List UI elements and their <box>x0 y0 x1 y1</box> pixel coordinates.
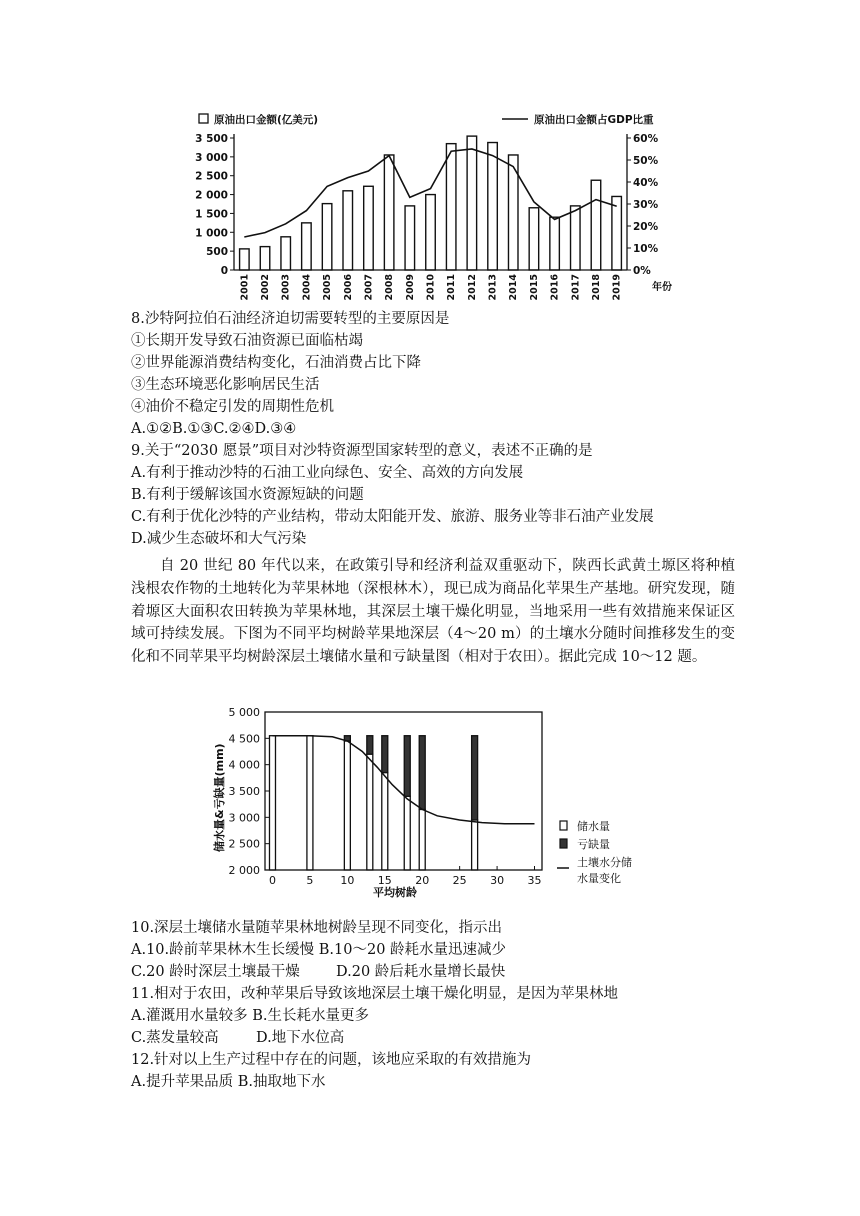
legend-storage-swatch <box>560 821 567 830</box>
x-tick-label: 2018 <box>590 274 602 301</box>
deficit-bar <box>419 736 425 810</box>
x-tick-label: 30 <box>490 874 505 887</box>
x-tick-label: 2004 <box>301 274 313 301</box>
export-bar <box>467 136 477 270</box>
legend-bar-swatch <box>199 114 208 123</box>
storage-bar <box>269 736 275 870</box>
export-bar <box>488 143 498 270</box>
x-tick-label: 5 <box>306 874 314 887</box>
x-tick-label: 2003 <box>280 274 292 301</box>
x-tick-label: 15 <box>377 874 392 887</box>
left-tick-label: 1 000 <box>195 227 228 240</box>
y-tick-label: 4 500 <box>228 732 260 746</box>
q10-options-ab <box>131 939 751 961</box>
q10-stem: 10.深层土壤储水量随苹果林地树龄呈现不同变化，指示出 <box>131 920 503 936</box>
x-tick-label: 2002 <box>260 274 272 301</box>
q8-stem: 8.沙特阿拉伯石油经济迫切需要转型的主要原因是 <box>131 311 450 327</box>
q9-option-d: D.减少生态破坏和大气污染 <box>131 531 307 547</box>
left-tick-label: 3 000 <box>195 151 228 164</box>
y-tick-label: 5 000 <box>228 706 260 719</box>
legend-deficit-swatch <box>560 839 567 848</box>
left-tick-label: 2 000 <box>195 189 228 202</box>
export-bar <box>240 249 250 270</box>
right-tick-label: 0% <box>633 265 651 277</box>
q10-option-a: A.10.龄前苹果林木生长缓慢 <box>131 942 315 958</box>
storage-bar <box>344 741 350 870</box>
storage-bar <box>367 754 373 870</box>
y-axis-label: 储水量&亏缺量(mm) <box>213 743 226 852</box>
export-bar <box>322 204 332 270</box>
right-tick-label: 60% <box>633 133 659 145</box>
legend-line-label: 原油出口金额占GDP比重 <box>534 114 654 126</box>
storage-bar <box>307 736 313 870</box>
x-axis-labels <box>239 274 622 301</box>
storage-bar <box>382 773 388 870</box>
legend-curve-label-line1: 土壤水分储 <box>577 856 632 869</box>
y-tick-label: 3 500 <box>228 785 260 798</box>
y-axis-ticks <box>229 706 270 877</box>
storage-bar <box>472 820 478 870</box>
q10-option-b: B.10～20 龄耗水量迅速减少 <box>318 942 507 958</box>
left-axis-ticks <box>195 133 234 277</box>
q12-stem: 12.针对以上生产过程中存在的问题，该地应采取的有效措施为 <box>131 1052 532 1068</box>
oil-export-chart-svg <box>190 105 680 305</box>
y-tick-label: 2 000 <box>228 864 260 877</box>
q12-options-ab: A.提升苹果品质 B.抽取地下水 <box>131 1074 326 1090</box>
x-axis-label: 平均树龄 <box>373 886 417 899</box>
q8-statement-4: ④油价不稳定引发的周期性危机 <box>131 399 334 415</box>
export-bar <box>364 186 374 270</box>
x-tick-label: 2016 <box>549 274 561 301</box>
q11-stem: 11.相对于农田，改种苹果后导致该地深层土壤干燥化明显，是因为苹果林地 <box>131 986 619 1002</box>
right-tick-label: 30% <box>633 199 659 211</box>
question-8-9-block <box>131 308 751 550</box>
q8-statement-3: ③生态环境恶化影响居民生活 <box>131 377 320 393</box>
left-tick-label: 500 <box>206 246 228 259</box>
export-bar <box>302 223 312 270</box>
q11-option-c: C.蒸发量较高 <box>131 1030 219 1046</box>
legend-deficit-label: 亏缺量 <box>577 838 610 851</box>
q8-statement-2: ②世界能源消费结构变化，石油消费占比下降 <box>131 355 421 371</box>
deficit-bar <box>472 736 478 820</box>
x-tick-label: 2001 <box>239 274 251 301</box>
q10-option-c: C.20 龄时深层土壤最干燥 <box>131 964 300 980</box>
q8-statement-1: ①长期开发导致石油资源已面临枯竭 <box>131 333 363 349</box>
legend-storage-label: 储水量 <box>577 820 610 833</box>
q10-option-d: D.20 龄后耗水量增长最快 <box>336 964 506 980</box>
q11-options-ab: A.灌溉用水量较多 B.生长耗水量更多 <box>131 1008 369 1024</box>
right-tick-label: 40% <box>633 177 659 189</box>
x-tick-label: 2012 <box>466 274 478 301</box>
q11-options-cd <box>131 1027 751 1049</box>
passage-paragraph: 自 20 世纪 80 年代以来，在政策引导和经济利益双重驱动下，陕西长武黄土塬区将种植浅根农作物的土地转化为苹果林地（深根林木），现已成为商品化苹果生产基地。研究发现，随着塬区大面积农田转换为苹果林地，其深层土壤干燥化明显，当地采用一些有效措施来保证区域可持续发展。下图为不同平均树龄苹果地深层（4～20 m）的土壤水分随时间推移发生的变化和不同苹果平均树龄深层土壤储水量和亏缺量图（相对于农田）。据此完成 10～12 题。 <box>131 558 735 666</box>
left-tick-label: 2 500 <box>195 170 228 183</box>
export-bar <box>281 237 291 270</box>
x-tick-label: 2013 <box>487 274 499 301</box>
deficit-bar <box>404 736 410 797</box>
x-tick-label: 2010 <box>425 274 437 301</box>
x-tick-label: 0 <box>268 874 276 887</box>
left-tick-label: 0 <box>220 265 228 277</box>
x-tick-label: 2015 <box>528 274 540 301</box>
x-tick-label: 2019 <box>611 274 623 301</box>
export-bar <box>446 144 456 270</box>
export-bar <box>260 247 270 270</box>
right-tick-label: 20% <box>633 221 659 233</box>
y-tick-label: 3 000 <box>228 811 260 825</box>
x-tick-label: 2011 <box>446 274 458 301</box>
q9-option-b: B.有利于缓解该国水资源短缺的问题 <box>131 487 364 503</box>
q8-options: A.①②B.①③C.②④D.③④ <box>131 421 297 437</box>
left-tick-label: 1 500 <box>195 208 228 221</box>
right-tick-label: 10% <box>633 243 659 255</box>
left-tick-label: 3 500 <box>195 133 228 145</box>
export-bar <box>591 180 601 270</box>
export-bar <box>612 196 622 270</box>
soil-water-chart-svg <box>205 700 665 910</box>
x-tick-label: 25 <box>452 874 467 887</box>
x-tick-label: 20 <box>415 874 430 887</box>
y-tick-label: 4 000 <box>228 758 260 772</box>
legend-bar-label: 原油出口金额(亿美元) <box>214 114 319 126</box>
y-tick-label: 2 500 <box>228 837 260 851</box>
right-tick-label: 50% <box>633 155 659 167</box>
x-tick-label: 10 <box>340 874 355 887</box>
right-axis-ticks <box>627 133 659 277</box>
soil-water-chart <box>205 700 665 910</box>
storage-bar <box>419 809 425 870</box>
export-bar <box>384 155 394 270</box>
question-10-12-block <box>131 917 751 1093</box>
x-tick-label: 2014 <box>508 274 520 301</box>
x-tick-label: 2008 <box>384 274 396 301</box>
export-bar <box>426 195 436 270</box>
bar-series <box>240 136 622 270</box>
storage-deficit-bars <box>269 736 477 870</box>
export-bar <box>405 206 415 270</box>
q9-option-c: C.有利于优化沙特的产业结构，带动太阳能开发、旅游、服务业等非石油产业发展 <box>131 509 654 525</box>
export-bar <box>571 206 581 270</box>
export-bar <box>529 208 539 270</box>
q11-option-d: D.地下水位高 <box>256 1030 345 1046</box>
legend-curve-label-line2: 水量变化 <box>577 872 621 885</box>
deficit-bar <box>367 736 373 754</box>
x-tick-label: 2009 <box>404 274 416 301</box>
x-axis-unit: 年份 <box>652 282 672 293</box>
x-tick-label: 2007 <box>363 274 375 301</box>
deficit-bar <box>382 736 388 773</box>
q9-stem: 9.关于“2030 愿景”项目对沙特资源型国家转型的意义，表述不正确的是 <box>131 443 593 459</box>
export-bar <box>550 217 560 270</box>
x-tick-label: 2005 <box>322 274 334 301</box>
oil-export-chart <box>190 105 680 305</box>
export-bar <box>343 191 353 270</box>
x-tick-label: 2006 <box>342 274 354 301</box>
x-tick-label: 35 <box>527 874 542 887</box>
storage-bar <box>404 796 410 870</box>
x-tick-label: 2017 <box>570 274 582 301</box>
q10-options-cd <box>131 961 751 983</box>
q9-option-a: A.有利于推动沙特的石油工业向绿色、安全、高效的方向发展 <box>131 465 524 481</box>
